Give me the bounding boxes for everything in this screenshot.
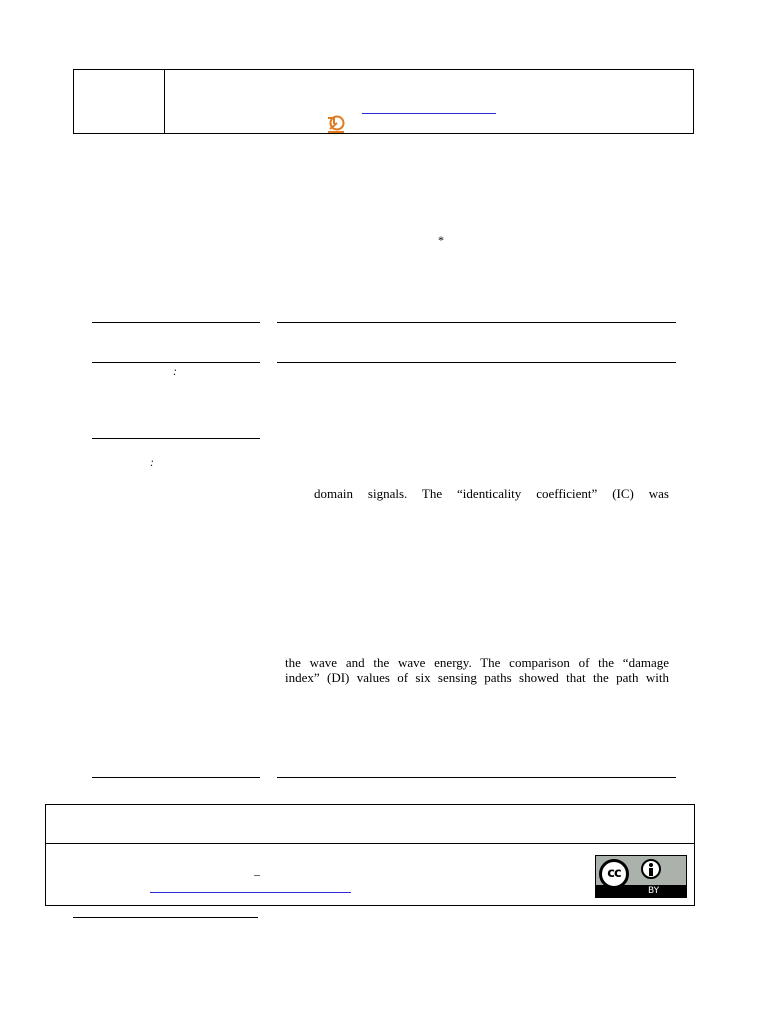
left-rule-1 [92,322,260,323]
header-divider [164,69,165,134]
abstract-rule-3 [277,777,676,778]
publisher-logo-icon [326,114,346,134]
footnote-rule [73,917,258,918]
doi-link[interactable] [150,892,351,893]
cc-icon: cc [599,859,629,889]
article-info-colon-1: : [173,364,177,378]
journal-header-box [73,69,694,134]
footer-dash: – [254,867,260,881]
journal-link[interactable] [362,113,496,114]
footer-divider [45,843,695,844]
left-rule-2 [92,362,260,363]
abstract-rule-1 [277,322,676,323]
corresponding-author-asterisk: * [438,233,444,247]
left-rule-3 [92,438,260,439]
abstract-line-3: index” (DI) values of six sensing paths showed that the path with [285,670,669,685]
cc-by-license-badge[interactable] [595,855,687,898]
by-label: BY [648,886,660,896]
abstract-rule-2 [277,362,676,363]
attribution-person-icon [641,859,661,879]
left-rule-4 [92,777,260,778]
article-info-colon-2: : [150,455,154,469]
abstract-line-1: domain signals. The “identicality coefficient” (IC) was [314,486,669,501]
abstract-line-2: the wave and the wave energy. The comparison of the “damage [285,655,669,670]
